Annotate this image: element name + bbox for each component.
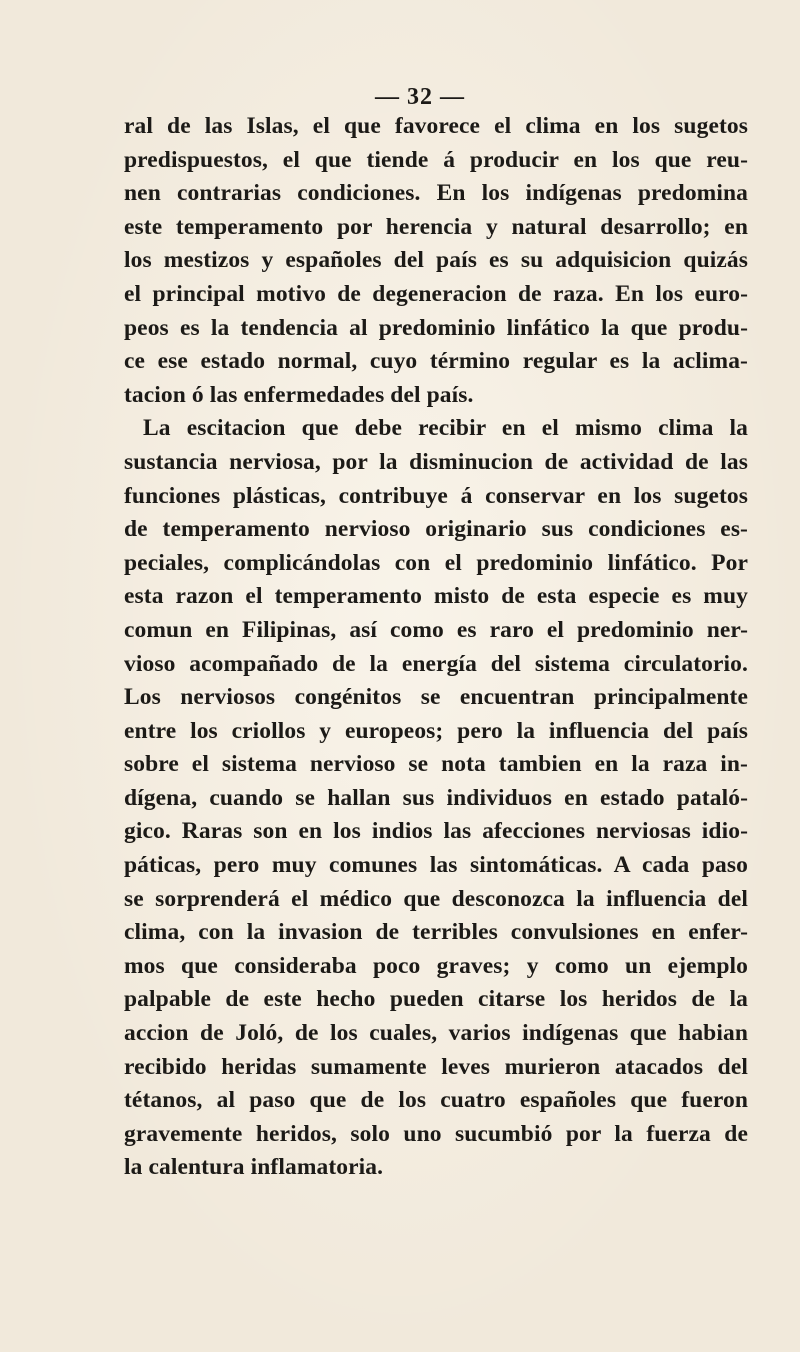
text-line: gico. Raras son en los indios las afecciones nerviosas idio- [124,818,748,845]
text-line: peos es la tendencia al predominio linfático la que produ- [124,314,748,341]
text-line: mos que consideraba poco graves; y como un ejemplo [124,952,748,979]
text-line: nen contrarias condiciones. En los indígenas predomina [124,180,748,207]
text-line: sustancia nerviosa, por la disminucion de actividad de las [124,448,748,475]
text-line: palpable de este hecho pueden citarse los heridos de la [124,986,748,1013]
text-line: peciales, complicándolas con el predominio linfático. Por [124,549,748,576]
text-line: los mestizos y españoles del país es su adquisicion quizás [124,247,748,274]
text-line: accion de Joló, de los cuales, varios indígenas que habian [124,1020,748,1047]
text-line: el principal motivo de degeneracion de raza. En los euro- [124,280,748,307]
text-line: se sorprenderá el médico que desconozca la influencia del [124,885,748,912]
text-line: comun en Filipinas, así como es raro el predominio ner- [124,616,748,643]
text-line: ce ese estado normal, cuyo término regular es la aclima- [124,348,748,375]
text-line: esta razon el temperamento misto de esta especie es muy [124,583,748,610]
text-line: este temperamento por herencia y natural desarrollo; en [124,213,748,240]
page-number: — 32 — [375,84,465,110]
text-line: funciones plásticas, contribuye á conservar en los sugetos [124,482,748,509]
text-line: tétanos, al paso que de los cuatro españoles que fueron [124,1087,748,1114]
paragraph-end-line: tacion ó las enfermedades del país. [124,381,474,408]
text-line: páticas, pero muy comunes las sintomáticas. A cada paso [124,852,748,879]
text-line: entre los criollos y europeos; pero la influencia del país [124,717,748,744]
text-line: clima, con la invasion de terribles convulsiones en enfer- [124,919,748,946]
text-line: vioso acompañado de la energía del sistema circulatorio. [124,650,748,677]
text-line: predispuestos, el que tiende á producir en los que reu- [124,146,748,173]
body-text [124,110,800,1185]
text-line: Los nerviosos congénitos se encuentran principalmente [124,684,748,711]
text-line: de temperamento nervioso originario sus condiciones es- [124,516,748,543]
paragraph-start-line: La escitacion que debe recibir en el mismo clima la [143,415,748,442]
text-line: dígena, cuando se hallan sus individuos en estado pataló- [124,784,748,811]
text-line: recibido heridas sumamente leves murieron atacados del [124,1053,748,1080]
text-line: ral de las Islas, el que favorece el clima en los sugetos [124,113,748,139]
text-line: sobre el sistema nervioso se nota tambien en la raza in- [124,751,748,778]
paragraph-end-line: la calentura inflamatoria. [124,1154,384,1181]
text-line: gravemente heridos, solo uno sucumbió por la fuerza de [124,1120,748,1147]
